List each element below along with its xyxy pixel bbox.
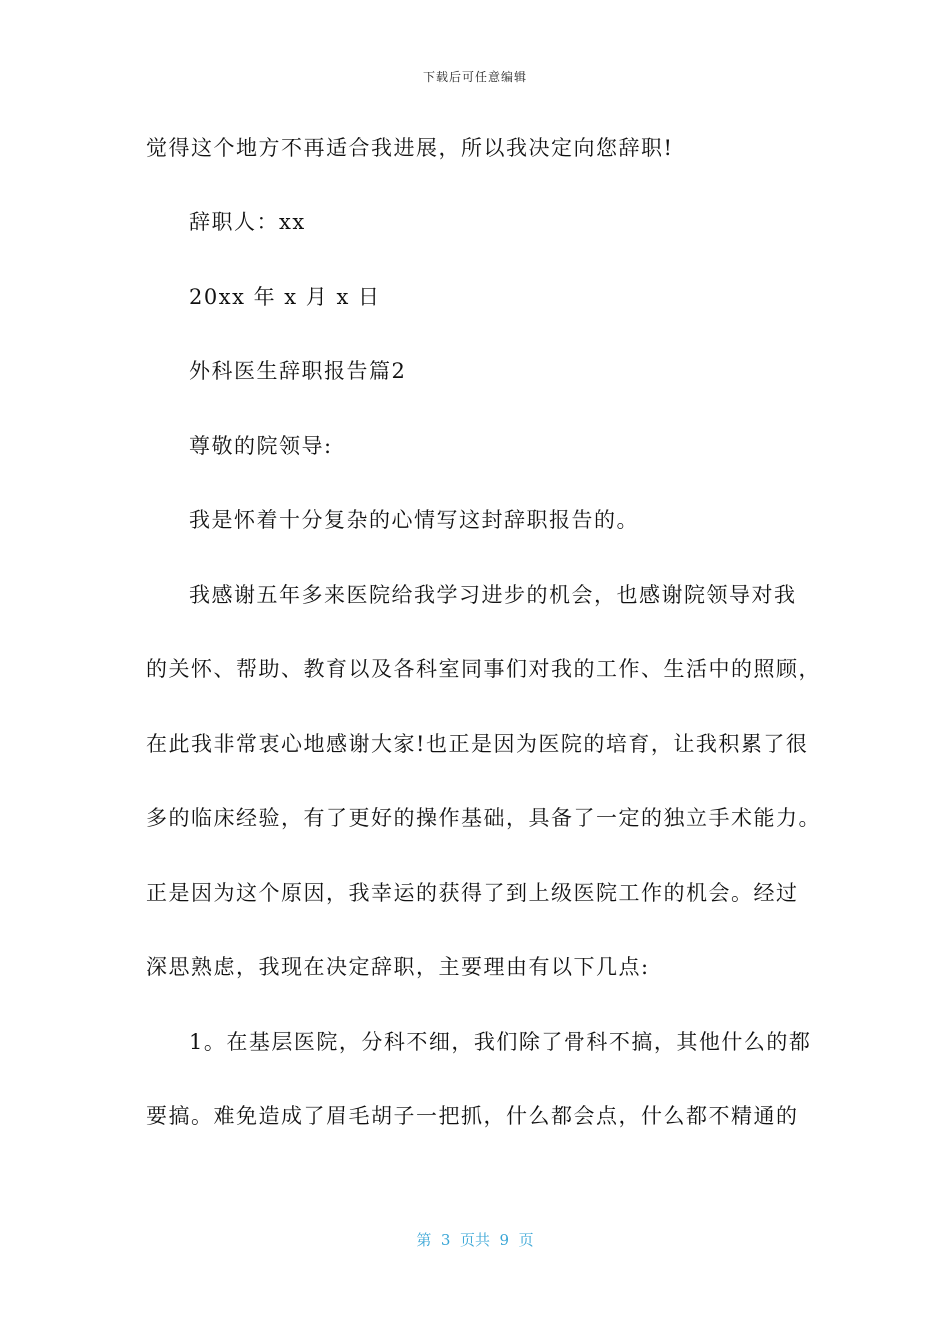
paragraph-line: 1。在基层医院，分科不细，我们除了骨科不搞，其他什么的都	[189, 1030, 812, 1054]
paragraph-line: 正是因为这个原因，我幸运的获得了到上级医院工作的机会。经过	[146, 881, 799, 905]
paragraph-line: 要搞。难免造成了眉毛胡子一把抓，什么都会点，什么都不精通的	[146, 1104, 799, 1128]
paragraph-line: 我是怀着十分复杂的心情写这封辞职报告的。	[189, 508, 639, 532]
paragraph-line: 的关怀、帮助、教育以及各科室同事们对我的工作、生活中的照顾，	[146, 657, 821, 681]
paragraph-line: 在此我非常衷心地感谢大家!也正是因为医院的培育，让我积累了很	[146, 732, 809, 756]
paragraph-line: 深思熟虑，我现在决定辞职，主要理由有以下几点:	[146, 955, 650, 979]
signature-line: 辞职人：xx	[189, 210, 306, 234]
paragraph-line: 觉得这个地方不再适合我进展，所以我决定向您辞职!	[146, 136, 674, 160]
paragraph-line: 我感谢五年多来医院给我学习进步的机会，也感谢院领导对我	[189, 583, 797, 607]
date-line: 20xx 年 x 月 x 日	[189, 285, 381, 309]
page-number: 第 3 页共 9 页	[416, 1231, 534, 1249]
paragraph-line: 多的临床经验，有了更好的操作基础，具备了一定的独立手术能力。	[146, 806, 821, 830]
header-note: 下载后可任意编辑	[422, 70, 527, 84]
salutation: 尊敬的院领导:	[189, 434, 333, 458]
section-title: 外科医生辞职报告篇2	[189, 359, 407, 383]
